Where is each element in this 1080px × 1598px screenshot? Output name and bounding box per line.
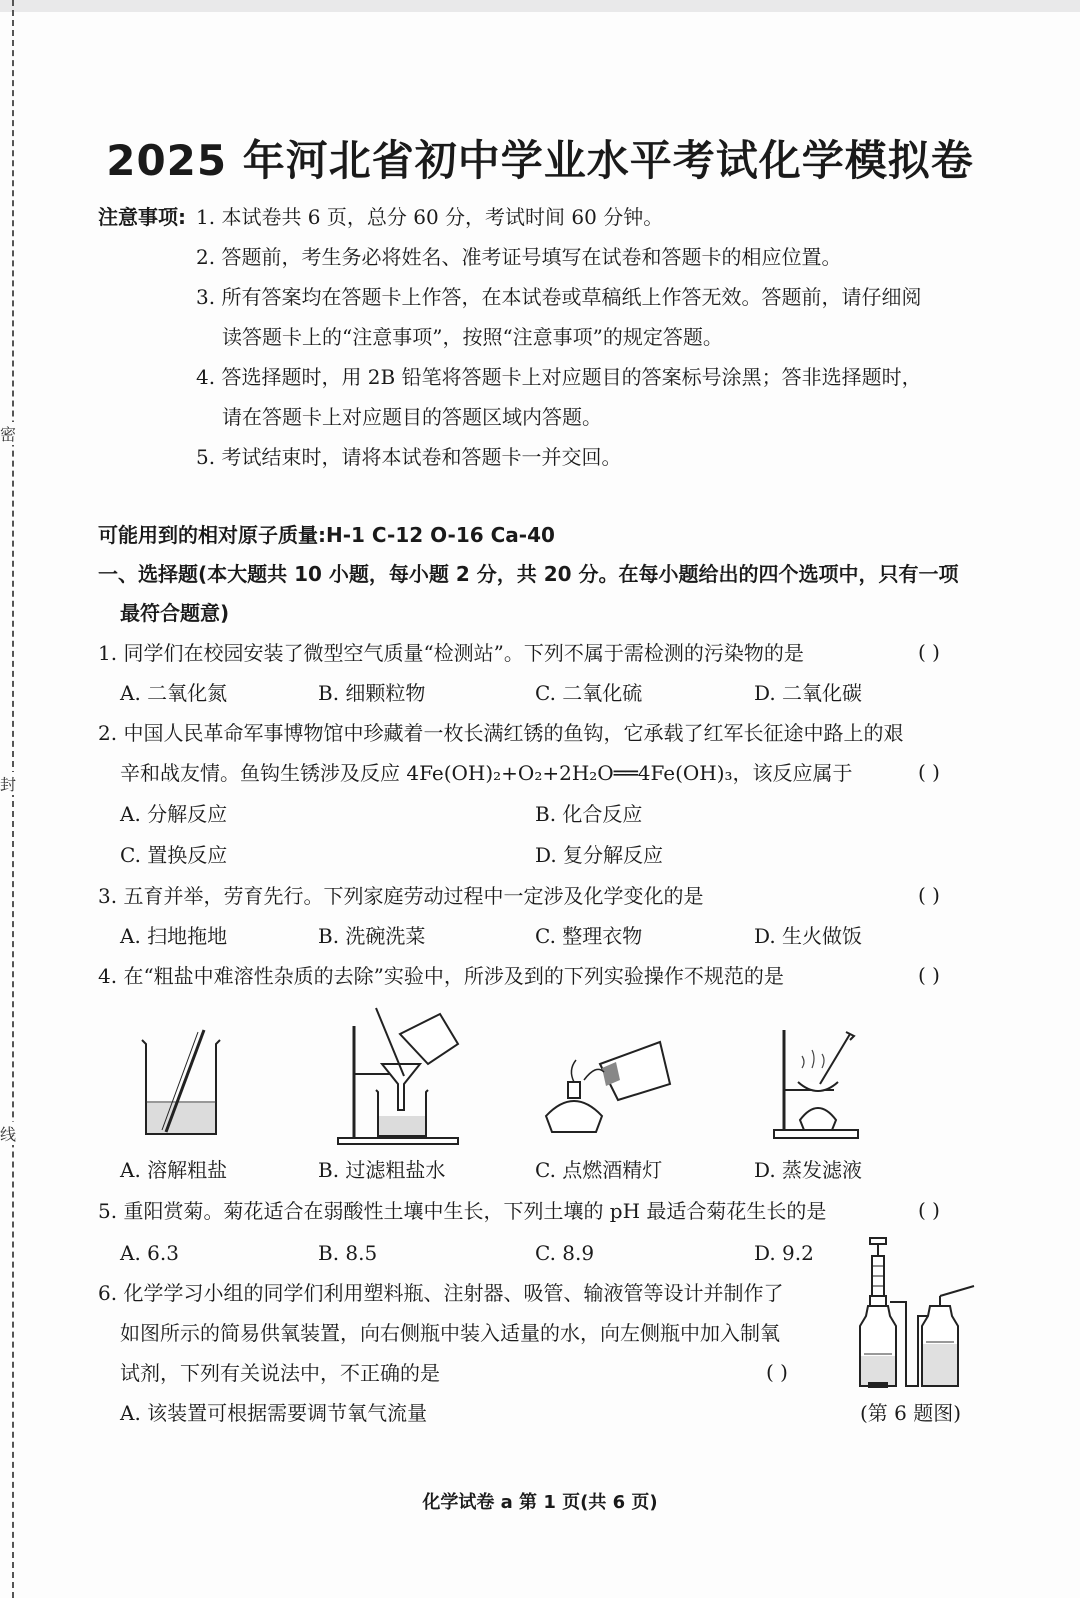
q4-option-c: C. 点燃酒精灯 bbox=[535, 1158, 663, 1182]
q4-answer-paren: ( ) bbox=[918, 963, 940, 987]
page-footer: 化学试卷 a 第 1 页(共 6 页) bbox=[422, 1492, 658, 1513]
q6-figure-caption: (第 6 题图) bbox=[860, 1401, 962, 1425]
beaker-stirring-figure bbox=[136, 1022, 226, 1142]
atomic-mass: 可能用到的相对原子质量:H-1 C-12 O-16 Ca-40 bbox=[98, 523, 555, 547]
note-item-3-cont: 读答题卡上的“注意事项”，按照“注意事项”的规定答题。 bbox=[222, 325, 723, 349]
q2-option-b: B. 化合反应 bbox=[535, 802, 643, 826]
q6-answer-paren: ( ) bbox=[766, 1360, 788, 1384]
q4-option-a: A. 溶解粗盐 bbox=[120, 1158, 228, 1182]
section1-heading: 一、选择题(本大题共 10 小题，每小题 2 分，共 20 分。在每小题给出的四个选项中，只有一项 bbox=[98, 562, 959, 586]
q6-stem-line2: 如图所示的简易供氧装置，向右侧瓶中装入适量的水，向左侧瓶中加入制氧 bbox=[120, 1321, 780, 1345]
q3-stem: 3. 五育并举，劳育先行。下列家庭劳动过程中一定涉及化学变化的是 bbox=[98, 884, 704, 908]
q5-option-b: B. 8.5 bbox=[318, 1241, 378, 1265]
q3-answer-paren: ( ) bbox=[918, 883, 940, 907]
lamp-lighting-figure bbox=[540, 1034, 680, 1136]
q3-option-d: D. 生火做饭 bbox=[754, 924, 863, 948]
q4-option-d: D. 蒸发滤液 bbox=[754, 1158, 863, 1182]
margin-char-feng: 封 bbox=[0, 772, 16, 795]
q4-stem: 4. 在“粗盐中难溶性杂质的去除”实验中，所涉及到的下列实验操作不规范的是 bbox=[98, 964, 784, 988]
q1-stem: 1. 同学们在校园安装了微型空气质量“检测站”。下列不属于需检测的污染物的是 bbox=[98, 641, 804, 665]
q5-option-d: D. 9.2 bbox=[754, 1241, 814, 1265]
q5-option-a: A. 6.3 bbox=[120, 1241, 179, 1265]
filtration-figure bbox=[330, 1004, 470, 1146]
q2-option-d: D. 复分解反应 bbox=[535, 843, 664, 867]
binding-line bbox=[12, 0, 14, 1598]
note-item-3: 3. 所有答案均在答题卡上作答，在本试卷或草稿纸上作答无效。答题前，请仔细阅 bbox=[196, 285, 922, 309]
note-item-2: 2. 答题前，考生务必将姓名、准考证号填写在试卷和答题卡的相应位置。 bbox=[196, 245, 842, 269]
q6-option-a: A. 该装置可根据需要调节氧气流量 bbox=[120, 1401, 428, 1425]
q1-option-c: C. 二氧化硫 bbox=[535, 681, 643, 705]
q4-option-b: B. 过滤粗盐水 bbox=[318, 1158, 446, 1182]
note-item-1: 1. 本试卷共 6 页，总分 60 分，考试时间 60 分钟。 bbox=[196, 205, 664, 229]
q5-answer-paren: ( ) bbox=[918, 1198, 940, 1222]
section1-heading-cont: 最符合题意) bbox=[120, 601, 230, 625]
q2-stem-line2: 辛和战友情。鱼钩生锈涉及反应 4Fe(OH)₂+O₂+2H₂O══4Fe(OH)₃，该反应属于 bbox=[120, 761, 853, 785]
q2-option-a: A. 分解反应 bbox=[120, 802, 228, 826]
q1-option-d: D. 二氧化碳 bbox=[754, 681, 863, 705]
q1-answer-paren: ( ) bbox=[918, 640, 940, 664]
q6-stem-line3: 试剂，下列有关说法中，不正确的是 bbox=[120, 1361, 440, 1385]
q1-option-b: B. 细颗粒物 bbox=[318, 681, 426, 705]
q5-stem: 5. 重阳赏菊。菊花适合在弱酸性土壤中生长，下列土壤的 pH 最适合菊花生长的是 bbox=[98, 1199, 827, 1223]
q3-option-c: C. 整理衣物 bbox=[535, 924, 643, 948]
evaporation-figure bbox=[770, 1024, 862, 1142]
notes-label: 注意事项: bbox=[98, 205, 186, 229]
top-band bbox=[0, 0, 1080, 12]
note-item-4-cont: 请在答题卡上对应题目的答题区域内答题。 bbox=[222, 405, 602, 429]
q3-option-a: A. 扫地拖地 bbox=[120, 924, 228, 948]
q1-option-a: A. 二氧化氮 bbox=[120, 681, 228, 705]
q2-answer-paren: ( ) bbox=[918, 760, 940, 784]
q6-stem-line1: 6. 化学学习小组的同学们利用塑料瓶、注射器、吸管、输液管等设计并制作了 bbox=[98, 1281, 784, 1305]
q5-option-c: C. 8.9 bbox=[535, 1241, 595, 1265]
q3-option-b: B. 洗碗洗菜 bbox=[318, 924, 426, 948]
oxygen-supply-device-figure bbox=[856, 1236, 986, 1396]
q2-stem-line1: 2. 中国人民革命军事博物馆中珍藏着一枚长满红锈的鱼钩，它承载了红军长征途中路上的艰 bbox=[98, 721, 904, 745]
note-item-5: 5. 考试结束时，请将本试卷和答题卡一并交回。 bbox=[196, 445, 622, 469]
note-item-4: 4. 答选择题时，用 2B 铅笔将答题卡上对应题目的答案标号涂黑；答非选择题时， bbox=[196, 365, 922, 389]
q2-option-c: C. 置换反应 bbox=[120, 843, 228, 867]
exam-title: 2025 年河北省初中学业水平考试化学模拟卷 bbox=[106, 136, 974, 185]
margin-char-mi: 密 bbox=[0, 422, 16, 445]
margin-char-xian: 线 bbox=[0, 1122, 16, 1145]
